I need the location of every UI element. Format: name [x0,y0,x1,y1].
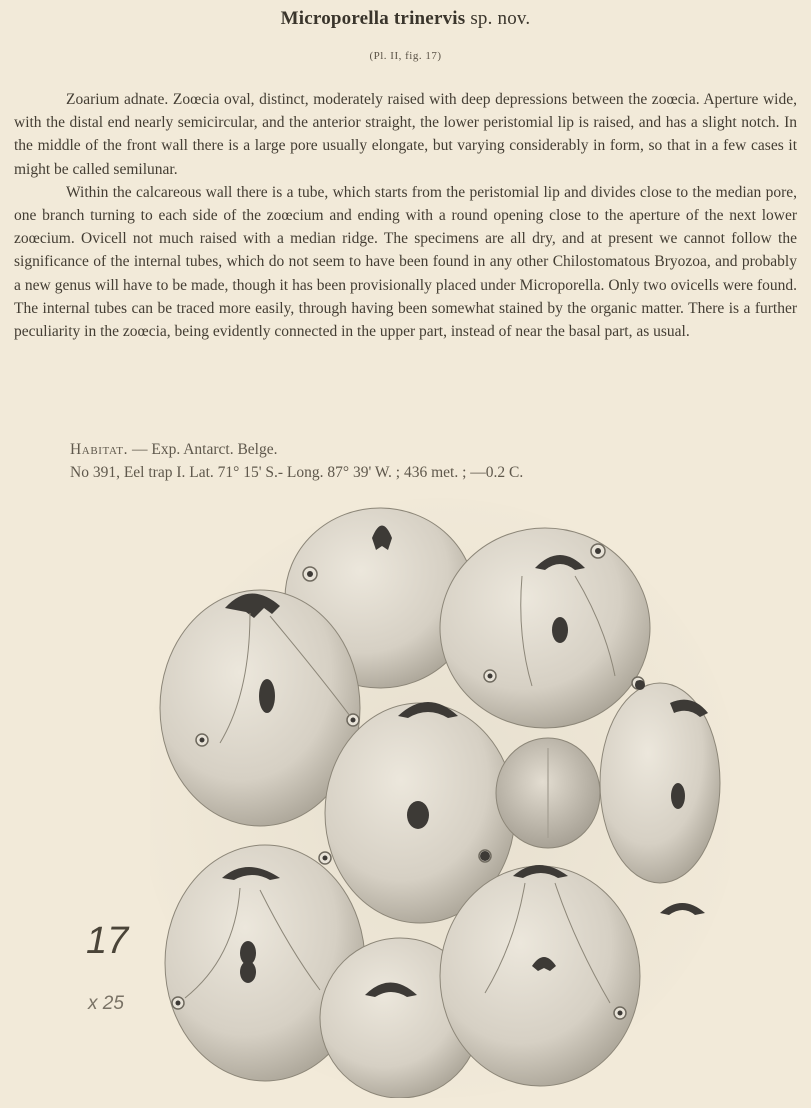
species-title [0,8,811,30]
paragraph-1: Zoarium adnate. Zoœcia oval, distinct, moderately raised with deep depressions between the zoœcia. Aperture wide, with the distal end nearly semicircular, and the anterior straight, the lower peristomial lip is raised, and has a slight notch. In the middle of the front wall there is a large pore usually elongate, but varying considerably in form, so that in a few cases it might be called semilunar. [14,91,797,178]
paragraph-2: Within the calcareous wall there is a tube, which starts from the peristomial lip and divides close to the median pore, one branch turning to each side of the zoœcium and ending with a round opening close to the aperture of the next lower zoœcium. Ovicell not much raised with a median ridge. The specimens are all dry, and at present we cannot follow the significance of the internal tubes, which do not seem to have been found in any other Chilostomatous Bryozoa, and probably a new genus will have to be made, though it has been provisionally placed under Microporella. Only two ovicells were found. The internal tubes can be traced more easily, through having been somewhat stained by the organic matter. There is a further peculiarity in the zoœcia, being evidently connected in the upper part, instead of near the basal part, as usual. [14,183,797,341]
habitat-label: Habitat. [70,441,129,458]
species-suffix: sp. nov. [470,8,531,29]
habitat-value: — Exp. Antarct. Belge. [128,441,278,458]
species-name: Microporella trinervis [280,8,466,29]
ovicell [496,738,600,848]
figure-number: 17 [86,920,129,962]
zooecium-top-right [440,528,650,728]
zoarium-illustration [150,498,730,1098]
plate-reference: (Pl. II, fig. 17) [369,50,442,62]
habitat-block [70,438,790,484]
figure-magnification: x 25 [88,993,124,1014]
habitat-line [70,438,790,461]
station-line: No 391, Eel trap I. Lat. 71° 15' S.- Long. 87° 39' W. ; 436 met. ; —0.2 C. [70,464,524,481]
description-text [14,88,797,343]
